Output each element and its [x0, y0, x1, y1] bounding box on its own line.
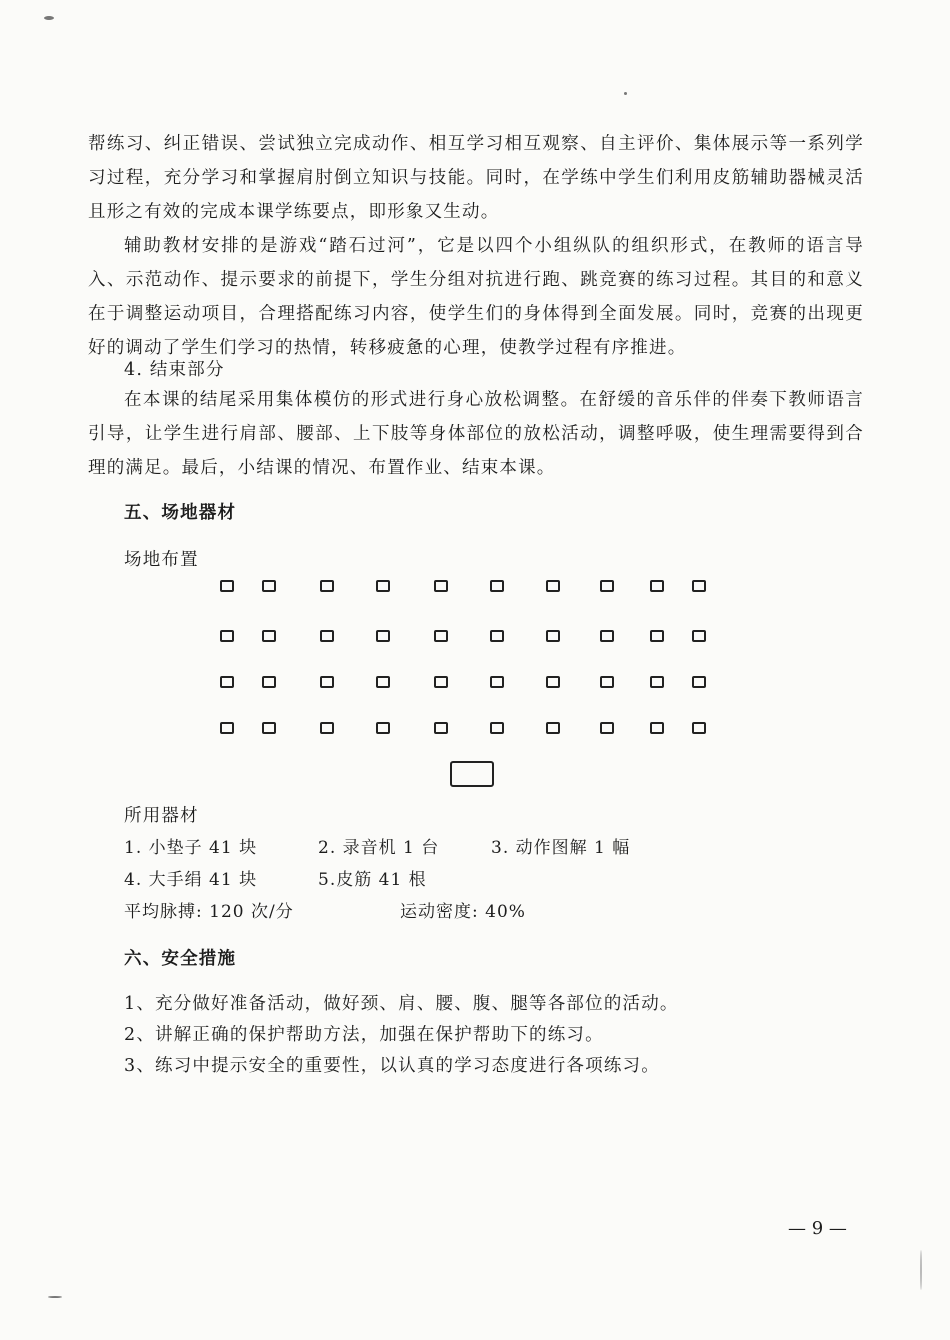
mat-icon	[546, 676, 560, 688]
mat-icon	[546, 630, 560, 642]
mat-icon	[220, 676, 234, 688]
safety-item: 1、充分做好准备活动，做好颈、肩、腰、腹、腿等各部位的活动。	[124, 994, 679, 1014]
mat-icon	[546, 580, 560, 592]
equipment-item: 3. 动作图解 1 幅	[491, 838, 631, 858]
mat-icon	[600, 630, 614, 642]
mat-icon	[376, 580, 390, 592]
mat-icon	[376, 722, 390, 734]
mat-icon	[220, 630, 234, 642]
mat-icon	[262, 676, 276, 688]
mat-icon	[320, 630, 334, 642]
page-number: — 9 —	[788, 1218, 847, 1239]
mat-icon	[320, 580, 334, 592]
field-layout-diagram	[218, 578, 718, 738]
mat-icon	[320, 676, 334, 688]
mat-icon	[650, 580, 664, 592]
equipment-item: 2. 录音机 1 台	[318, 838, 440, 858]
mat-icon	[376, 630, 390, 642]
mat-icon	[692, 630, 706, 642]
equipment-label: 所用器材	[124, 806, 199, 826]
section6-heading: 六、安全措施	[124, 949, 237, 969]
equipment-item: 5.皮筋 41 根	[318, 870, 427, 890]
mat-icon	[650, 676, 664, 688]
mat-icon	[600, 676, 614, 688]
average-pulse: 平均脉搏: 120 次/分	[124, 902, 294, 922]
mat-icon	[490, 630, 504, 642]
equipment-item: 1. 小垫子 41 块	[124, 838, 258, 858]
teacher-mat	[450, 761, 494, 787]
mat-icon	[546, 722, 560, 734]
mat-icon	[490, 722, 504, 734]
mat-icon	[692, 722, 706, 734]
paragraph-ending: 在本课的结尾采用集体模仿的形式进行身心放松调整。在舒缓的音乐伴的伴奏下教师语言引导，让学生进行肩部、腰部、上下肢等身体部位的放松活动，调整呼吸，使生理需要得到合理的满足。最后，小结课的情况、布置作业、结束本课。	[88, 390, 864, 478]
safety-item: 2、讲解正确的保护帮助方法，加强在保护帮助下的练习。	[124, 1025, 604, 1045]
mat-icon	[692, 580, 706, 592]
scan-speck	[44, 16, 54, 20]
mat-icon	[262, 630, 276, 642]
paragraph-main-teaching: 帮练习、纠正错误、尝试独立完成动作、相互学习相互观察、自主评价、集体展示等一系列学习过程，充分学习和掌握肩肘倒立知识与技能。同时，在学练中学生们利用皮筋辅助器械灵活且形之有效的完成本课学练要点，即形象又生动。	[88, 134, 864, 222]
scan-speck	[624, 92, 627, 95]
mat-icon	[320, 722, 334, 734]
scan-speck	[920, 1250, 922, 1290]
mat-icon	[600, 580, 614, 592]
mat-icon	[262, 722, 276, 734]
mat-icon	[376, 676, 390, 688]
mat-icon	[434, 676, 448, 688]
mat-icon	[490, 580, 504, 592]
exercise-density: 运动密度: 40%	[400, 902, 526, 922]
scan-speck	[48, 1296, 62, 1298]
mat-icon	[434, 722, 448, 734]
equipment-item: 4. 大手绢 41 块	[124, 870, 258, 890]
mat-icon	[600, 722, 614, 734]
mat-icon	[434, 630, 448, 642]
safety-item: 3、练习中提示安全的重要性，以认真的学习态度进行各项练习。	[124, 1056, 660, 1076]
mat-icon	[650, 722, 664, 734]
mat-icon	[434, 580, 448, 592]
mat-icon	[262, 580, 276, 592]
paragraph-auxiliary-game: 辅助教材安排的是游戏“踏石过河”，它是以四个小组纵队的组织形式，在教师的语言导入、示范动作、提示要求的前提下，学生分组对抗进行跑、跳竞赛的练习过程。其目的和意义在于调整运动项目，合理搭配练习内容，使学生们的身体得到全面发展。同时，竞赛的出现更好的调动了学生们学习的热情，转移疲惫的心理，使教学过程有序推进。	[88, 236, 864, 358]
section5-heading: 五、场地器材	[124, 503, 237, 523]
mat-icon	[692, 676, 706, 688]
mat-icon	[490, 676, 504, 688]
layout-label: 场地布置	[124, 550, 199, 570]
section4-title: 4. 结束部分	[124, 360, 225, 380]
mat-icon	[220, 580, 234, 592]
mat-icon	[650, 630, 664, 642]
mat-icon	[220, 722, 234, 734]
